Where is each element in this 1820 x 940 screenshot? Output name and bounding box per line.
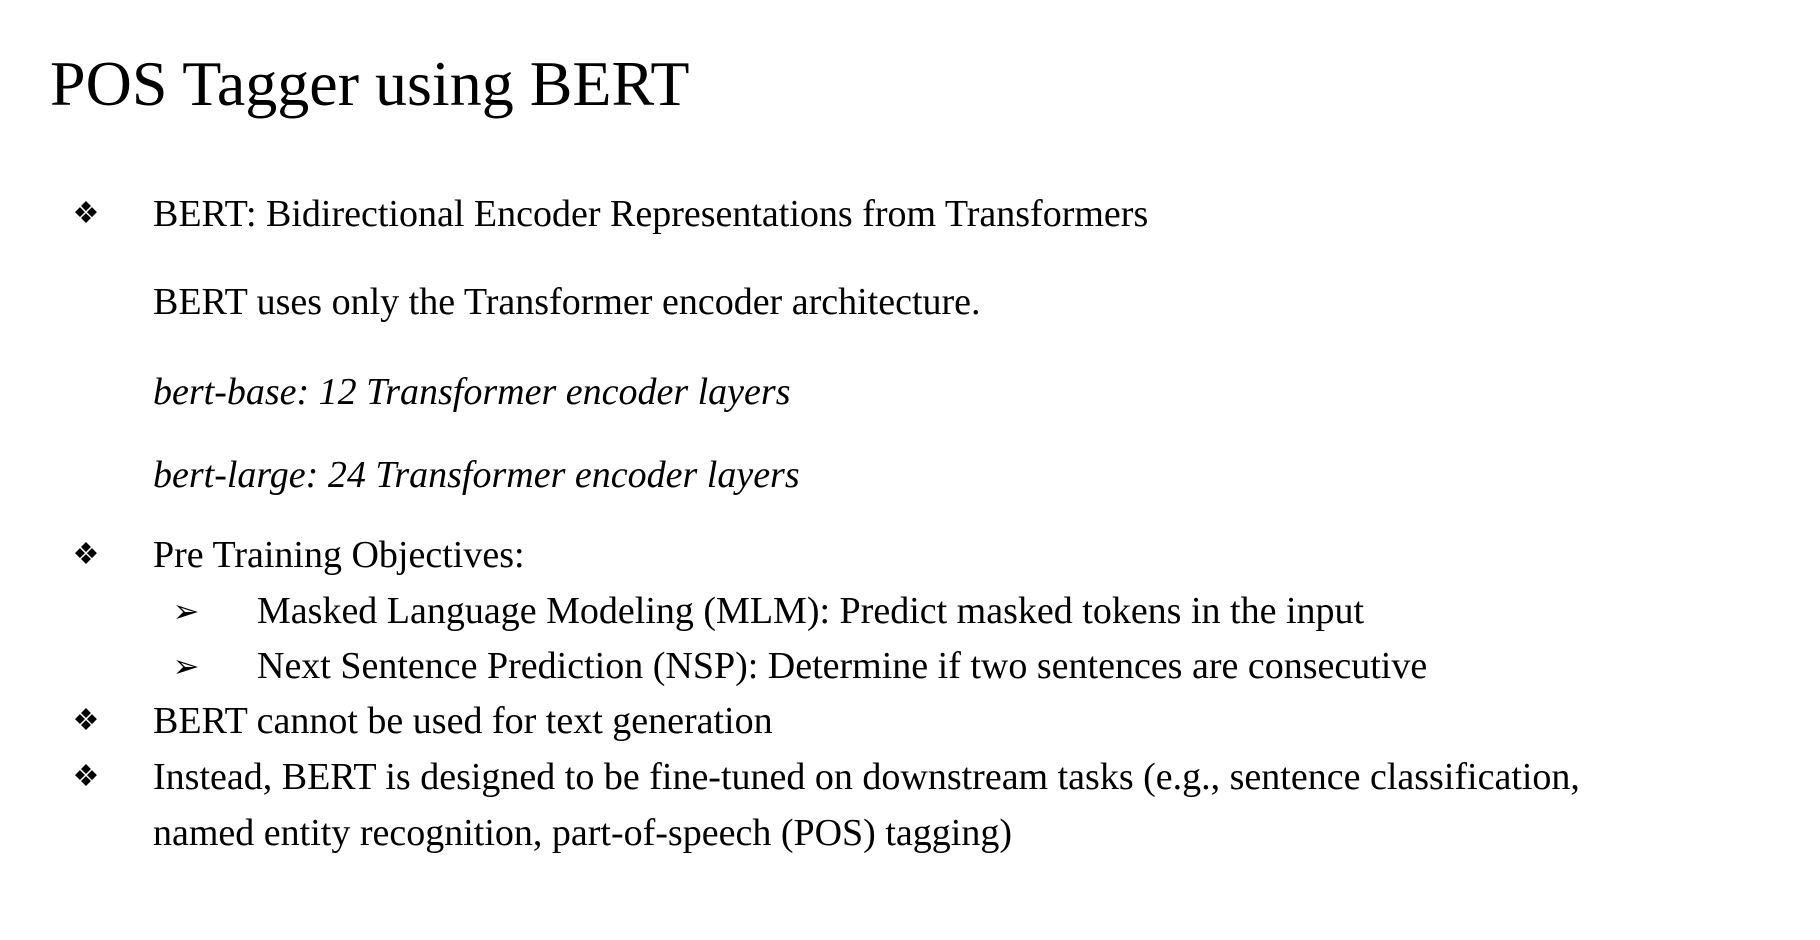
bert-architecture-note: BERT uses only the Transformer encoder architecture. bbox=[153, 281, 981, 323]
diamond-bullet-icon: ❖ bbox=[72, 538, 100, 571]
arrow-bullet-icon: ➢ bbox=[172, 648, 200, 684]
bullet-fine-tuning-line2: named entity recognition, part-of-speech (POS) tagging) bbox=[153, 812, 1012, 854]
arrow-bullet-icon: ➢ bbox=[172, 593, 200, 629]
bullet-fine-tuning-line1: Instead, BERT is designed to be fine-tuned on downstream tasks (e.g., sentence classification, bbox=[153, 756, 1580, 798]
diamond-bullet-icon: ❖ bbox=[72, 704, 100, 737]
sub-item-mlm: Masked Language Modeling (MLM): Predict masked tokens in the input bbox=[257, 590, 1365, 632]
diamond-bullet-icon: ❖ bbox=[72, 760, 100, 793]
diamond-bullet-icon: ❖ bbox=[72, 197, 100, 230]
bert-large-note: bert-large: 24 Transformer encoder layers bbox=[153, 454, 800, 496]
bert-base-note: bert-base: 12 Transformer encoder layers bbox=[153, 371, 791, 413]
slide-title: POS Tagger using BERT bbox=[50, 48, 690, 119]
bullet-no-text-generation: BERT cannot be used for text generation bbox=[153, 700, 773, 742]
bullet-pretraining-objectives: Pre Training Objectives: bbox=[153, 534, 525, 576]
bullet-bert-definition: BERT: Bidirectional Encoder Representations from Transformers bbox=[153, 193, 1149, 235]
sub-item-nsp: Next Sentence Prediction (NSP): Determine if two sentences are consecutive bbox=[257, 645, 1428, 687]
